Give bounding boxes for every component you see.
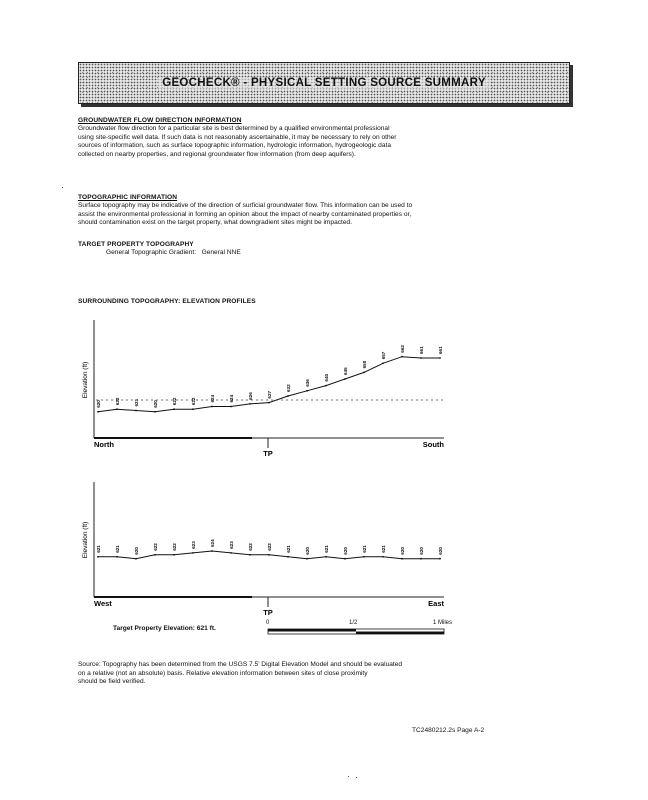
ns-data-label: 657 xyxy=(381,351,386,360)
source-line: should be field verified. xyxy=(78,678,146,686)
we-data-point xyxy=(268,554,270,556)
page-identifier: TC2480212.2s Page A-2 xyxy=(412,727,485,734)
ns-data-point xyxy=(249,403,251,405)
scan-speck xyxy=(356,777,357,778)
ns-data-label: 645 xyxy=(343,367,348,375)
ns-data-label: 650 xyxy=(362,360,367,369)
ns-data-label: 636 xyxy=(305,379,310,387)
ns-data-point xyxy=(154,411,156,413)
we-data-label: 621 xyxy=(115,545,120,553)
we-data-point xyxy=(97,556,99,558)
ns-data-label: 622 xyxy=(115,397,120,406)
we-data-point xyxy=(344,558,346,560)
we-data-label: 620 xyxy=(438,547,443,555)
ns-data-point xyxy=(192,408,194,410)
scale-bar-segment xyxy=(268,629,356,632)
we-data-point xyxy=(135,558,137,560)
ns-data-label: 622 xyxy=(191,397,196,406)
ns-data-point xyxy=(401,356,403,358)
groundwater-line: Groundwater flow direction for a particular site is best determined by a qualified environmental professional xyxy=(78,125,390,132)
ns-data-label: 627 xyxy=(267,390,272,399)
we-data-label: 622 xyxy=(153,543,158,551)
we-data-point xyxy=(420,558,422,560)
we-data-label: 620 xyxy=(343,547,348,555)
ns-series xyxy=(96,345,443,413)
topographic-line: assist the environmental professional in forming an opinion about the impact of nearby contaminated properties or, xyxy=(78,210,412,218)
we-data-label: 624 xyxy=(210,539,215,547)
ns-start-label: North xyxy=(94,440,114,449)
topographic-line: should contamination exist on the target property, what downgradient sites might be impacted. xyxy=(78,219,353,227)
we-data-label: 623 xyxy=(229,541,234,549)
ns-data-label: 624 xyxy=(210,394,215,403)
we-data-point xyxy=(249,554,251,556)
ns-data-label: 662 xyxy=(400,345,405,353)
we-data-label: 621 xyxy=(381,545,386,553)
ns-data-label: 661 xyxy=(438,346,443,354)
topographic-line: Surface topography may be indicative of the direction of surficial groundwater flow. This information can be used to xyxy=(78,202,413,209)
we-y-label: Elevation (ft) xyxy=(82,521,89,559)
source-line: on a relative (not an absolute) basis. Relative elevation information between sites of close proximity xyxy=(78,669,368,677)
ns-y-label: Elevation (ft) xyxy=(82,361,89,399)
we-end-label: East xyxy=(428,599,444,608)
we-data-point xyxy=(401,558,403,560)
gradient-value: General NNE xyxy=(201,249,241,256)
we-data-label: 621 xyxy=(286,545,291,553)
target-topography-heading: TARGET PROPERTY TOPOGRAPHY xyxy=(78,241,194,248)
ns-data-point xyxy=(420,357,422,359)
ns-data-label: 620 xyxy=(96,400,101,408)
ns-end-label: South xyxy=(422,440,444,449)
we-data-label: 621 xyxy=(324,545,329,553)
we-data-point xyxy=(287,556,289,558)
we-data-label: 620 xyxy=(400,547,405,555)
ns-data-point xyxy=(116,408,118,410)
ns-data-point xyxy=(230,406,232,408)
we-data-label: 620 xyxy=(134,547,139,555)
we-data-point xyxy=(439,558,441,560)
we-tp-label: TP xyxy=(263,608,273,617)
scale-start-label: 0 xyxy=(266,620,270,626)
ns-data-point xyxy=(135,410,137,412)
ns-data-point xyxy=(287,395,289,397)
we-data-label: 620 xyxy=(419,547,424,555)
we-data-label: 622 xyxy=(248,543,253,551)
we-data-point xyxy=(306,558,308,560)
scan-speck xyxy=(348,776,349,777)
ns-data-point xyxy=(382,362,384,364)
topographic-heading: TOPOGRAPHIC INFORMATION xyxy=(78,194,178,201)
target-elevation xyxy=(113,625,216,632)
we-data-label: 623 xyxy=(191,541,196,549)
we-data-point xyxy=(363,556,365,558)
we-data-point xyxy=(211,550,213,552)
we-data-label: 621 xyxy=(96,545,101,553)
ns-profile-line xyxy=(98,357,440,412)
gradient-label: General Topographic Gradient: xyxy=(106,249,197,256)
ns-data-label: 661 xyxy=(419,346,424,354)
target-elevation-value: 621 ft. xyxy=(196,625,216,632)
we-data-point xyxy=(230,552,232,554)
ns-data-label: 632 xyxy=(286,384,291,392)
ns-data-point xyxy=(439,357,441,359)
ns-data-point xyxy=(306,390,308,392)
we-data-point xyxy=(192,552,194,554)
we-data-point xyxy=(154,554,156,556)
we-data-label: 622 xyxy=(267,543,272,551)
profiles-heading: SURROUNDING TOPOGRAPHY: ELEVATION PROFILES xyxy=(78,298,256,305)
we-data-point xyxy=(325,556,327,558)
ns-data-point xyxy=(363,372,365,374)
target-elevation-label: Target Property Elevation: xyxy=(113,625,195,632)
ns-tp-label: TP xyxy=(263,449,273,458)
banner-title: GEOCHECK® - PHYSICAL SETTING SOURCE SUMMARY xyxy=(158,77,490,89)
we-series xyxy=(96,539,443,560)
scale-end-label: 1 Miles xyxy=(433,620,453,626)
groundwater-line: sources of information, such as surface topographic information, hydrologic information, hydrogeologic data xyxy=(78,142,392,150)
groundwater-line: using site-specific well data. If such data is not reasonably ascertainable, it may be necessary to rely on other xyxy=(78,133,397,141)
ns-data-point xyxy=(97,411,99,413)
ns-data-label: 624 xyxy=(229,394,234,403)
scale-middle-label: 1/2 xyxy=(349,620,358,626)
ns-data-point xyxy=(211,406,213,408)
groundwater-heading: GROUNDWATER FLOW DIRECTION INFORMATION xyxy=(78,117,242,124)
we-data-point xyxy=(116,556,118,558)
scale-bar-segment xyxy=(356,632,444,635)
we-data-label: 620 xyxy=(305,547,310,555)
scan-speck xyxy=(62,187,63,188)
ns-data-point xyxy=(268,402,270,404)
we-data-label: 621 xyxy=(362,545,367,553)
ns-data-label: 640 xyxy=(324,373,329,382)
source-line: Source: Topography has been determined from the USGS 7.5' Digital Elevation Model and should be evaluated xyxy=(78,661,403,668)
ns-data-point xyxy=(325,385,327,387)
we-data-label: 622 xyxy=(172,543,177,551)
ns-data-label: 626 xyxy=(248,392,253,400)
ns-data-label: 620 xyxy=(153,400,158,408)
we-data-point xyxy=(173,554,175,556)
ns-data-point xyxy=(344,378,346,380)
groundwater-line: collected on nearby properties, and regional groundwater flow information (from deep aquifers). xyxy=(78,150,356,158)
we-start-label: West xyxy=(94,599,112,608)
we-data-point xyxy=(382,556,384,558)
ns-data-label: 622 xyxy=(172,397,177,406)
ns-data-point xyxy=(173,408,175,410)
source-note xyxy=(78,661,538,687)
ns-data-label: 621 xyxy=(134,398,139,407)
